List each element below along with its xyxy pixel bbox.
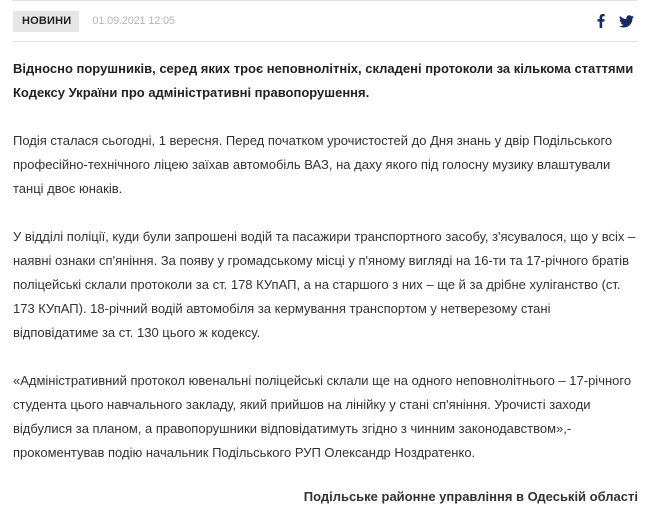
article-signature: Подільське районне управління в Одеській області bbox=[303, 489, 638, 504]
article-meta-bar bbox=[12, 0, 638, 42]
article-body bbox=[13, 57, 639, 489]
twitter-icon bbox=[619, 15, 634, 28]
twitter-share-button[interactable] bbox=[619, 15, 634, 28]
article-quote-paragraph: «Адміністративний протокол ювенальні поліцейські склали ще на одного неповнолітнього – 17-річного студента цього навчального закладу, який прийшов на лінійку у стані сп'яніння. Урочисті заходи відбулися за планом, а правопорушники відповідатимуть згідно з чинним законодавством»,- прокоментував подію начальник Подільського РУП Олександр Ноздратенко. bbox=[13, 373, 632, 460]
publish-datetime: 01.09.2021 12:05 bbox=[92, 15, 175, 27]
facebook-share-button[interactable] bbox=[597, 14, 605, 28]
category-badge[interactable]: НОВИНИ bbox=[13, 11, 79, 32]
article-paragraph: У відділі поліції, куди були запрошені водій та пасажири транспортного засобу, з'ясувалося, що у всіх – наявні ознаки сп'яніння. За появу у громадському місці у п'яному вигляді на 16-ти та 17-річного братів поліцейські склали протоколи за ст. 178 КУпАП, а на старшого з них – ще й за дрібне хуліганство (ст. 173 КУпАП). 18-річний водій автомобіля за кермування транспортом у нетверезому стані відповідатиме за ст. 130 цього ж кодексу. bbox=[13, 229, 636, 340]
article-lead: Відносно порушників, серед яких троє неповнолітніх, складені протоколи за кількома статтями Кодексу України про адміністративні правопорушення. bbox=[13, 61, 634, 100]
share-buttons bbox=[597, 14, 634, 28]
facebook-icon bbox=[597, 14, 605, 28]
article-paragraph: Подія сталася сьогодні, 1 вересня. Перед початком урочистостей до Дня знань у двір Подільського професійно-технічного ліцею заїхав автомобіль ВАЗ, на даху якого під голосну музику влаштували танці двоє юнаків. bbox=[13, 133, 613, 196]
